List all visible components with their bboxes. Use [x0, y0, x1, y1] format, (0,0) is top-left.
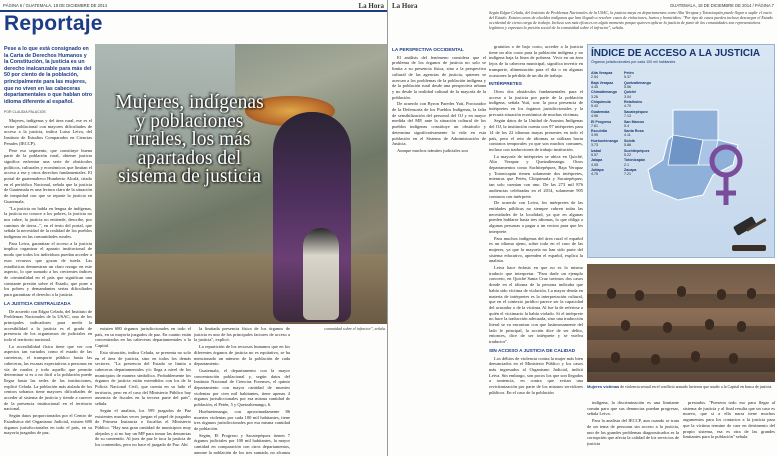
photo-person	[635, 290, 644, 301]
paragraph: De acuerdo con Byron Paredes Yutí, Procurador de la Defensoría de los Pueblos Indígenas, la falta de sensibilización del personal del OJ y en mayor medida del MP, ante la situación cultural de los pueblos indígenas constituye un obstáculo y determina significativamente la vida en esta población en el Sistema de Administración de Justicia.	[392, 101, 486, 147]
paragraph: Aunque muchos trámites judiciales son	[397, 147, 468, 153]
section-title: Reportaje	[4, 12, 103, 35]
department-value: 7.61	[591, 123, 598, 128]
female-symbol-icon	[706, 141, 746, 211]
paragraph: Guatemala, el departamento con la mayor concentración poblacional y, según datos del Instituto Nacional de Ciencias Forenses, el quinto departamento con mayor cantidad de muertes violentas por cien mil habitantes, tiene apenas 4 órganos jurisdiccionales por esa misma cantidad de población, el Petén, 5 y Quetzaltenango, 6.	[194, 367, 290, 408]
subhead: INTÉRPRETES	[489, 81, 522, 87]
department-value: 5.4	[624, 123, 629, 128]
subhead: LA JUSTICIA CENTRALIZADA	[4, 300, 71, 306]
article-column-1	[4, 118, 92, 454]
right-column-2	[489, 44, 583, 454]
courtroom-photo	[587, 264, 775, 382]
department-name: Petén	[624, 71, 634, 75]
paragraph: gratuitos o de bajo costo, acceder a la justicia tiene un alto costo para la población indígena y no indígena baja la línea de pobreza. Vivir en un área lejos de la cabecera municipal, significa invertir en transporte, alimentación para el día o en algunas ocasiones la pérdida de un día de trabajo.	[489, 44, 583, 78]
paragraph: Los délitos de violencia contra la mujer más bien denunciados en el Ministerio Público y los casos más ingresados al Organismo Judicial, indicó Leiva. Sin embargo, son pocos los que son llegados a sentencia, en contra que evitan una revictimización por parte de los mismos servidores públicos. En el caso de la población	[489, 355, 583, 395]
paragraph: Pese eso segmento, que constituye buena parte de la población rural, obtener justicia significa enfrentar una serie de obstáculos políticos, culturales y económicos que limitan el acceso a ese y otros derechos fundamentales. El portal de guatemalteco Humberto Alcalá, citado en el periódico Nacional, señala que la justicia de Guatemala es una lectura clara de la situación de inequidad con que se reparte la justicia en Guatemala.	[4, 147, 92, 204]
article-column-2	[95, 326, 191, 454]
paragraph: "La justicia no habla en lengua de indígenas, la justicia no conoce a los pobres, la justicia no nos cubre, la justicia no entiende, describe, por caminos de tierra...", en el texto del portal, que señala la necesidad de la realidad de los pueblos indígenas en las comunidades rurales.	[4, 205, 92, 240]
paragraph: La accesibilidad física tiene que ver con aspectos tan variados como el estado de las carreteras, el transporte público hasta las cabeceras, las escasas expectativas a personas en vía de ruralez y todo aquello que permite determinar si es o no fácil a la población puede llegar hasta las sedes de las instituciones, explicó Celada. La población más aislada de los centros urbanos tiene mayores dificultades de acceder al sistema de justicia y tiende a carecer de la presencia institucional en el territorio nacional.	[4, 343, 92, 412]
paragraph: Según datos proporcionados por el Centro de Estadística del Organismo Judicial, existen 680 órganos jurisdiccionales en todo el país, en su mayoría juzgados de paz.	[4, 413, 92, 436]
department-value: 5.86	[624, 143, 631, 148]
paragraph: Según el analista, los 599 juzgados de Paz existentes muchas veces juegan el papel de juzgados de Primera Instancia o fiscalías el Ministerio Público. "Hay una gran cantidad de municipios muy alejados y si no hay un MP para tomar las denuncias de su contenido. Al juez de paz le toca la justicia de los contenidos, pero no hace el juzgado de Paz. Ahí	[95, 407, 191, 448]
department-name: Chiquimula	[591, 100, 611, 105]
right-column-5	[683, 400, 775, 454]
department-value: 3.73	[591, 143, 598, 148]
paragraph: Esta situación, indica Celada, se presenta no solo en el área de justicia, sino en todos los demás sectores. "La presencia del Estado se limita a cabeceras departamentales y/o llega a nivel de los municipios de manera simbólica. Probablemente los órganos de justicia están extendidos con los de la Policía Nacional Civil, que cuenta en su lado el territorio, pero en el caso del Ministerio Público hay ausencia de fiscales en la tercera parte del país", señala.	[95, 349, 191, 407]
byline: POR CLAUDIA PALACIOS	[4, 110, 46, 114]
department-name: Escuintla	[591, 129, 607, 134]
department-value: 4.45	[591, 84, 598, 89]
department-value: 5.57	[591, 152, 598, 157]
department-value: 7.13	[624, 114, 631, 119]
courtroom-caption	[587, 384, 775, 389]
paragraph: Para muchos indígenas del área rural el español es un idioma ajeno, sobre todo en el caso de las mujeres, ya que la mayoría no han sido parte del sistema educativo, aprenden el español, explica la analista.	[489, 235, 583, 264]
photo-person	[663, 322, 672, 333]
department-name: San Marcos	[624, 119, 645, 124]
caption-label: Mujeres víctimas	[587, 384, 620, 389]
photo-row	[587, 326, 775, 340]
department-name: Guatemala	[591, 109, 610, 114]
department-name: Sacatepéquez	[624, 109, 648, 114]
photo-person	[729, 353, 738, 364]
photo-caption: comunidad sobre el infractor", señala.	[324, 326, 386, 331]
paragraph: prestados. "Pueseon todo eso para llegar al sistema de justicia y al final resulta que un caso es muevo, que si a ella narra tiene muchos argumentos para los contactos a la justicia para que la víctima termine de caer en detrimento del propio sistema, esa es otra de las grandes limitantes para la población" señala.	[683, 400, 775, 440]
gavel-icon	[728, 215, 772, 255]
department-value: 5.43	[591, 104, 598, 109]
department-value: 3.26	[591, 94, 598, 99]
department-name: Huehuetenango	[591, 138, 619, 143]
department-entry	[624, 81, 684, 89]
right-column-4	[587, 400, 679, 454]
photo-person	[651, 354, 660, 365]
department-name: Sololá	[624, 138, 635, 143]
right-page	[389, 0, 777, 456]
department-value: 4.11	[624, 133, 631, 138]
paragraph: El análisis del fenómeno considera que el problema de los órganos de justicia no solo se limita a su presencia física, sino a la perspectiva cultural de las agencias de justicia, quienes se acercan a los problemas de la población indígena y de la población rural desde una perspectiva urbana y no desde la realidad cultural de la mayoría de la población.	[392, 54, 486, 100]
department-name: Izabal	[591, 148, 601, 153]
department-value: 5.22	[624, 152, 631, 157]
paragraph: la limitada presencia física de los órganos de justicia es uno de los principales factores de acceso a la justicia", explicó.	[194, 326, 290, 343]
paragraph: Mujeres, indígenas y del área rural, ese es el sector poblacional con mayores dificultades de acceso a la justicia, indica Luisa Leiva, del Instituto de Estudios Comparados en Ciencias Penales (IECCP).	[4, 118, 92, 146]
department-value: 2.1	[624, 162, 629, 167]
paragraph: La repartición de los recursos humanos que en los diferentes órganos de justicia no es equitativo, se ha mencionado un número de la población de cada departamento.	[194, 344, 290, 367]
department-value: 4.70	[624, 104, 631, 109]
headline: Mujeres, indígenas y poblaciones rurales, los más apartados del sistema de justicia	[115, 92, 264, 187]
photo-person	[691, 351, 700, 362]
department-name: Chimaltenango	[591, 90, 617, 95]
paragraph: Otros dos obstáculos fundamentales para el acceso a la justicia por parte de la población indígena, señala Yutí, son: la poca presencia de intérpretes en los órganos jurisdiccionales y la precaria situación económica de muchas víctimas.	[489, 88, 583, 117]
department-name: Jalapa	[591, 158, 603, 163]
department-entry	[624, 71, 684, 79]
right-column-1	[392, 44, 486, 454]
department-value: 7.21	[624, 172, 631, 177]
photo-child	[303, 228, 339, 320]
department-value: 5.37	[624, 75, 631, 80]
department-name: Baja Verapaz	[591, 80, 614, 85]
paragraph: De acuerdo con Leiva, los intérpretes de las entidades públicas no siempre cubren todas las necesidades de la localidad, ya que en algunas pueden hablarse hasta tres idiomas, lo que obliga a algunas personas a pagar a un vecino para que les interprete.	[489, 200, 583, 234]
subhead: SIN ACCESO A JUSTICIA DE CALIDAD	[489, 347, 576, 353]
paragraph: De acuerdo con Edgar Celada, del Instituto de Problemas Nacionales de la USAC, uno de los principales indicadores para medir la accesibilidad a la justicia es el grado de presencia de los organismos de judiciales en todo el territorio nacional.	[4, 308, 92, 343]
photo-person	[705, 319, 714, 330]
paragraph: Huehuetenango, con aproximadamente 86 muertes violentas por cada 100 mil habitantes, tiene tres órganos jurisdiccionales por esa misma cantidad de población.	[194, 408, 290, 431]
department-name: Totonicapán	[624, 158, 646, 163]
department-name: Santa Rosa	[624, 129, 644, 134]
department-name: Jutiapa	[591, 168, 604, 173]
department-name: El Progreso	[591, 119, 612, 124]
department-value: 5.56	[624, 84, 631, 89]
photo-person	[611, 352, 620, 363]
photo-person	[621, 320, 630, 331]
caption-text: de violencia sexual en el conflicto armado luvieron que acudir a la Capital en busca de justicia.	[619, 384, 773, 389]
paragraph: Para la analista del IECCP, aun cuando se trata de un tema de personas sin acceso a la justicia, uno de los grandes problemas diagnosticados es la corrupción que afecta la calidad de los servicios de justicia	[587, 418, 679, 446]
section-header	[0, 10, 388, 34]
lead-paragraph: Pese a lo que está consignado en la Carta de Derechos Humanos y la Constitución, la justicia es un derecho inalcanzable para más del 50 por ciento de la población, principalmente para las mujeres, que no viven en las cabeceras departamentales o que hablan otro idioma diferente al español.	[4, 46, 93, 105]
left-folio-date: PÁGINA 6 / GUATEMALA, 18 DE DICIEMBRE DE 2014	[3, 3, 107, 8]
left-page	[0, 0, 388, 456]
department-name: Alta Verapaz	[591, 71, 613, 75]
infographic-title: ÍNDICE DE ACCESO A LA JUSTICIA	[591, 48, 761, 59]
department-name: Retalhuleu	[624, 100, 643, 105]
department-name: Quiché	[624, 90, 637, 95]
department-name: Quetzaltenango	[624, 80, 651, 85]
article-column-3	[194, 326, 290, 454]
department-value: 4.75	[591, 172, 598, 177]
left-folio	[3, 1, 384, 10]
paragraph: Leiva hace énfasis en que no es lo mismo traducir que interpretar. "Para darle un ejemplo concreto, en Quiché Santa Cruz tuvimos dos casos donde en el idioma de la persona indicaba que había sido víctima de violación. La mayor deuda en materia de intérpretes es la interpretación cultural, que en el contexto jurídico parece ser la capacidad del acusador o de la víctima. Al fue la de referirse a quién el victimario la había violado. Si el intérprete no hace la traducción adecuada, sino una traducción literal se va encontrar con que lastimosamente del lado le principal, la acción dice de ser delito, entonces, dice de ser intérprete y se vuelva traductor".	[489, 265, 583, 345]
left-folio-brand: La Hora	[358, 1, 384, 10]
photo-person	[717, 289, 726, 300]
department-value: 4.05	[591, 162, 598, 167]
right-folio	[392, 1, 774, 10]
subhead: LA PERSPECTIVA OCCIDENTAL	[392, 47, 464, 52]
paragraph: indígena, la discriminación es una limitante común para que sus denuncias puedan progresar, señala Leiva.	[587, 400, 679, 417]
department-value: 4.96	[591, 114, 598, 119]
department-value: 2.54	[591, 75, 598, 80]
paragraph: existen 680 órganos jurisdiccionales en todo el país, en su mayoría juzgados de paz. En cuanto están concentrados en las cabeceras departamentales o la Capital.	[95, 326, 191, 349]
department-name: Zacapa	[624, 168, 637, 173]
department-value: 3.04	[624, 94, 631, 99]
right-deck: Según Edgar Celada, del Instituto de Problemas Nacionales de la USAC, la justicia maya en departamentos como Alta Verapaz y Totonicapán puede llegar a suplir el vacío del Estado. Existen casos de alcaldes indígenas que han llegado a resolver casos de violaciones, hurtos y homicidios. "Por tipo de casos pueden incluso descargar el Estado occidental de cierta carga de trabajo. Incluso son más eficaces en algún momento porque quieren aplicar la justicia de parte de las comunidades son representativos legítimos y expresan la presión social de la comunidad sobre el infractor", señala.	[489, 10, 773, 30]
paragraph: Para Leiva, garantizar el acceso a la justicia implica organizar el aparato institucional de modo que todos los individuos puedan acceder a esos recursos que gozan de tutela. Las estadísticas demuestran un claro rezago en este aspecto, lo que sumado a los crecientes índices de criminalidad en el país que significan una constante presión sobre el Estado, que pone a los pobres y demandantes serias dificultades para garantizar el derecho a la justicia.	[4, 240, 92, 298]
department-value: 3.95	[591, 133, 598, 138]
department-name: Suchitepéquez	[624, 148, 650, 153]
paragraph: La mayoría de intérpretes se ubica en Quiché, Alta Verapaz y Quetzaltenango. Otros departamentos como Suchitepéquez, Baja Verapaz y Totonicapán tienen solamente dos intérpretes, mientras que Petén, Chiquimula y Sacatepéquez, tan solo cuentan con uno. De las 273 mil 876 audiencias celebradas en el 2014, solamente 905 contaron con intérprete.	[489, 153, 583, 199]
right-folio-brand: La Hora	[392, 1, 418, 10]
photo-person	[737, 321, 746, 332]
department-entry	[624, 90, 684, 98]
photo-person	[677, 286, 686, 297]
right-folio-date: GUATEMALA, 18 DE DICIEMBRE DE 2014 / PÁGINA 7	[670, 3, 774, 8]
photo-person	[747, 288, 756, 299]
paragraph: Según datos de la Unidad de Asuntos Indígenas del OJ, la institución cuenta con 97 intérpretes para 14 de los 22 idiomas mayas presentes en todo el país, pero el reto de idiomas se utilizan hacia contratos temporales ya que son muchos comunes, incluso con traducciones de trabajo institución.	[489, 118, 583, 152]
justice-access-infographic	[587, 44, 775, 258]
paragraph: Según, El Progreso y Sacatepéquez tienen 7 órganos judiciales por 100 mil habitantes, la mayor cantidad en comparación con otros departamentos, aunque la población de los tres sumada, no alcanza	[194, 432, 290, 454]
infographic-subtitle: Órganos jurisdiccionales por cada 100 mil habitantes	[591, 60, 676, 64]
photo-person	[607, 288, 616, 299]
